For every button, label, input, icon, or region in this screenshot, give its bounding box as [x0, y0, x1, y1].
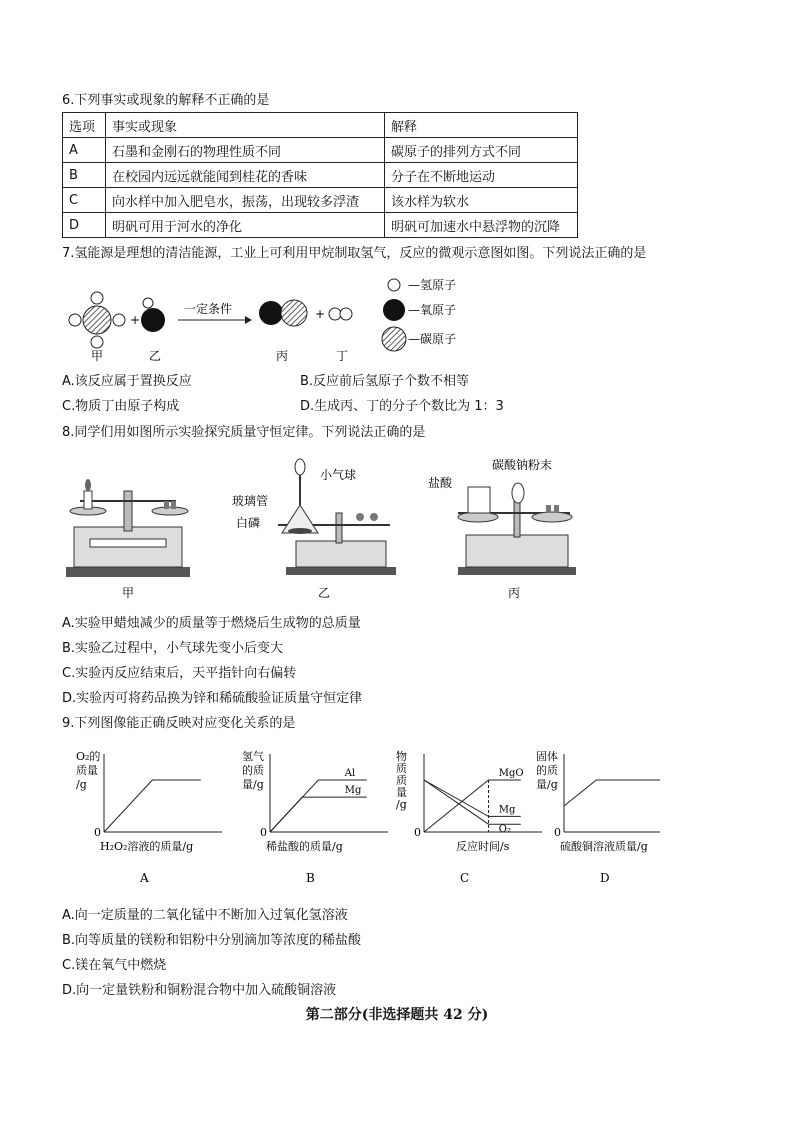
caption-bing: 丙: [508, 586, 521, 600]
balloon-icon: [295, 459, 305, 475]
arrowhead-icon: [245, 316, 252, 324]
series-label: Mg: [498, 804, 516, 816]
label-yi: 乙: [149, 349, 162, 363]
q6-stem: 6.下列事实或现象的解释不正确的是: [62, 93, 270, 108]
x-axis-label: 稀盐酸的质量/g: [266, 840, 343, 853]
water-molecule: [141, 298, 165, 332]
series-label: Mg: [344, 785, 362, 797]
table-cell: 该水样为软水: [385, 188, 578, 213]
series-label: Al: [344, 768, 356, 779]
q9-option-c: C.镁在氧气中燃烧: [62, 958, 167, 973]
table-row: [63, 163, 578, 188]
x-axis-label: 反应时间/s: [456, 840, 510, 853]
table-cell: 在校园内远远就能闻到桂花的香味: [106, 163, 385, 188]
carbon-monoxide-molecule: [259, 300, 307, 326]
y-axis-label: 的质: [536, 764, 558, 777]
q9-stem: 9.下列图像能正确反映对应变化关系的是: [62, 716, 296, 731]
label-bing: 丙: [276, 349, 289, 363]
candle-icon: [84, 491, 92, 509]
plus-sign: +: [315, 307, 326, 321]
caption-jia: 甲: [122, 586, 135, 600]
table-cell: B: [63, 163, 106, 188]
hydrogen-molecule: [329, 308, 352, 320]
q6-table: [62, 112, 578, 238]
beaker-icon: [468, 487, 490, 513]
q8-option-a: A.实验甲蜡烛减少的质量等于燃烧后生成物的总质量: [62, 616, 361, 631]
chart-caption: B: [306, 871, 315, 885]
series-line: [424, 780, 521, 824]
chart-caption: C: [460, 871, 470, 885]
table-header-cell: 事实或现象: [106, 113, 385, 138]
y-axis-label: /g: [396, 798, 407, 811]
label-balloon: 小气球: [320, 468, 357, 482]
table-cell: 明矾可用于河水的净化: [106, 213, 385, 238]
table-row: [63, 188, 578, 213]
series-line: [104, 780, 201, 832]
y-axis-label: 氢气: [242, 750, 264, 763]
series-line: [270, 797, 367, 832]
legend-hydrogen: —氢原子: [408, 278, 457, 292]
series-label: MgO: [498, 768, 524, 779]
methane-molecule: [69, 292, 125, 348]
section-title: 第二部分(非选择题共 42 分): [305, 1007, 489, 1023]
q7-reaction-diagram: [60, 284, 400, 364]
q9-option-d: D.向一定量铁粉和铜粉混合物中加入硫酸铜溶液: [62, 983, 337, 998]
y-axis-label: 质量: [76, 764, 98, 777]
label-hydrochloric-acid: 盐酸: [428, 476, 453, 490]
flame-icon: [85, 479, 91, 491]
q9-option-a: A.向一定质量的二氧化锰中不断加入过氧化氢溶液: [62, 908, 348, 923]
q8-option-b: B.实验乙过程中，小气球先变小后变大: [62, 641, 284, 656]
q7-option-a: A.该反应属于置换反应: [62, 374, 192, 389]
q8-option-c: C.实验丙反应结束后，天平指针向右偏转: [62, 666, 297, 681]
condition-label: 一定条件: [184, 302, 233, 316]
plus-sign: +: [130, 313, 141, 327]
q7-option-c: C.物质丁由原子构成: [62, 399, 180, 414]
chart-caption: A: [140, 871, 149, 885]
label-sodium-carbonate: 碳酸钠粉末: [492, 458, 553, 472]
table-row: [63, 138, 578, 163]
label-ding: 丁: [336, 349, 349, 363]
table-cell: 石墨和金刚石的物理性质不同: [106, 138, 385, 163]
series-label: O₂: [498, 824, 511, 836]
q7-legend: [378, 272, 498, 354]
y-axis-label: /g: [76, 778, 87, 791]
legend-oxygen: —氧原子: [408, 303, 457, 317]
y-axis-label: 量: [396, 786, 407, 799]
table-cell: 向水样中加入肥皂水，振荡，出现较多浮渣: [106, 188, 385, 213]
table-header-row: [63, 113, 578, 138]
table-header-cell: 解释: [385, 113, 578, 138]
label-glass-tube: 玻璃管: [232, 494, 269, 508]
carbon-atom-icon: [382, 327, 406, 351]
label-jia: 甲: [91, 349, 104, 363]
hydrogen-atom-icon: [388, 279, 400, 291]
q7-option-d: D.生成丙、丁的分子个数比为 1：3: [300, 399, 504, 414]
q9-option-b: B.向等质量的镁粉和铝粉中分别滴加等浓度的稀盐酸: [62, 933, 362, 948]
q8-apparatus-figure: [60, 455, 590, 603]
y-axis-label: 物: [396, 750, 407, 763]
table-cell: C: [63, 188, 106, 213]
table-cell: A: [63, 138, 106, 163]
q8-option-d: D.实验丙可将药品换为锌和稀硫酸验证质量守恒定律: [62, 691, 363, 706]
y-axis-label: 质: [396, 762, 407, 775]
origin-label: 0: [414, 826, 421, 839]
q8-stem: 8.同学们用如图所示实验探究质量守恒定律。下列说法正确的是: [62, 425, 426, 440]
q7-stem: 7.氢能源是理想的清洁能源，工业上可利用甲烷制取氢气，反应的微观示意图如图。下列说法正确的是: [62, 246, 647, 261]
balance-bing: [458, 483, 576, 575]
origin-label: 0: [94, 826, 101, 839]
x-axis-label: H₂O₂溶液的质量/g: [100, 840, 194, 853]
y-axis-label: 量/g: [536, 778, 558, 791]
y-axis-label: 量/g: [242, 778, 264, 791]
origin-label: 0: [260, 826, 267, 839]
balance-jia: [66, 479, 190, 577]
chart-caption: D: [600, 871, 610, 885]
table-cell: 碳原子的排列方式不同: [385, 138, 578, 163]
x-axis-label: 硫酸铜溶液质量/g: [560, 840, 648, 853]
q7-option-b: B.反应前后氢原子个数不相等: [300, 374, 470, 389]
y-axis-label: 的质: [242, 764, 264, 777]
label-white-phosphorus: 白磷: [236, 516, 261, 530]
caption-yi: 乙: [318, 586, 331, 600]
table-cell: 分子在不断地运动: [385, 163, 578, 188]
y-axis-label: 质: [396, 774, 407, 787]
oxygen-atom-icon: [383, 299, 405, 321]
legend-carbon: —碳原子: [408, 332, 457, 346]
series-line: [564, 780, 660, 806]
q9-charts: [60, 744, 660, 894]
table-header-cell: 选项: [63, 113, 106, 138]
y-axis-label: 固体: [536, 750, 558, 763]
table-row: [63, 213, 578, 238]
table-cell: 明矾可加速水中悬浮物的沉降: [385, 213, 578, 238]
table-cell: D: [63, 213, 106, 238]
origin-label: 0: [554, 826, 561, 839]
y-axis-label: O₂的: [76, 750, 101, 763]
